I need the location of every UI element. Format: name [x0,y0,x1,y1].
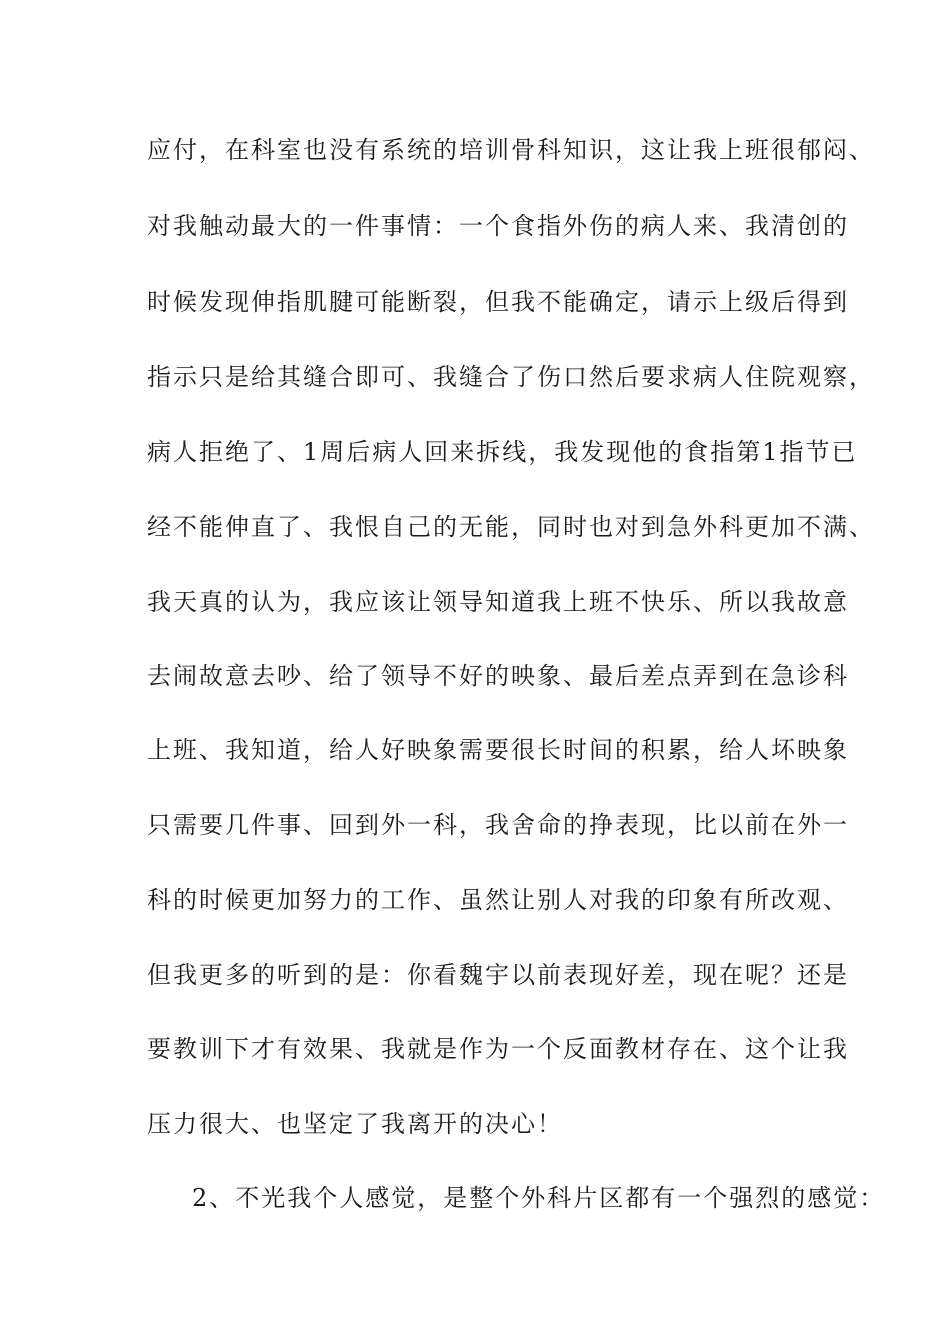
text-line-1: 应付，在科室也没有系统的培训骨科知识，这让我上班很郁闷、 [147,136,875,164]
text-line-13: 要教训下才有效果、我就是作为一个反面教材存在、这个让我 [147,1035,849,1063]
text-line-15: 2、不光我个人感觉，是整个外科片区都有一个强烈的感觉： [192,1184,886,1212]
text-line-5: 病人拒绝了、1周后病人回来拆线，我发现他的食指第1指节已 [147,438,858,466]
text-line-14: 压力很大、也坚定了我离开的决心！ [147,1110,563,1138]
text-line-9: 上班、我知道，给人好映象需要很长时间的积累，给人坏映象 [147,736,849,764]
text-line-12: 但我更多的听到的是：你看魏宇以前表现好差，现在呢？还是 [147,961,849,989]
text-line-8: 去闹故意去吵、给了领导不好的映象、最后差点弄到在急诊科 [147,662,849,690]
text-line-6: 经不能伸直了、我恨自己的无能，同时也对到急外科更加不满、 [147,513,875,541]
text-line-4: 指示只是给其缝合即可、我缝合了伤口然后要求病人住院观察， [147,363,875,391]
text-line-11: 科的时候更加努力的工作、虽然让别人对我的印象有所改观、 [147,886,849,914]
text-line-10: 只需要几件事、回到外一科，我舍命的挣表现，比以前在外一 [147,811,849,839]
text-line-3: 时候发现伸指肌腱可能断裂，但我不能确定，请示上级后得到 [147,288,849,316]
text-line-2: 对我触动最大的一件事情：一个食指外伤的病人来、我清创的 [147,212,849,240]
text-line-7: 我天真的认为，我应该让领导知道我上班不快乐、所以我故意 [147,588,849,616]
